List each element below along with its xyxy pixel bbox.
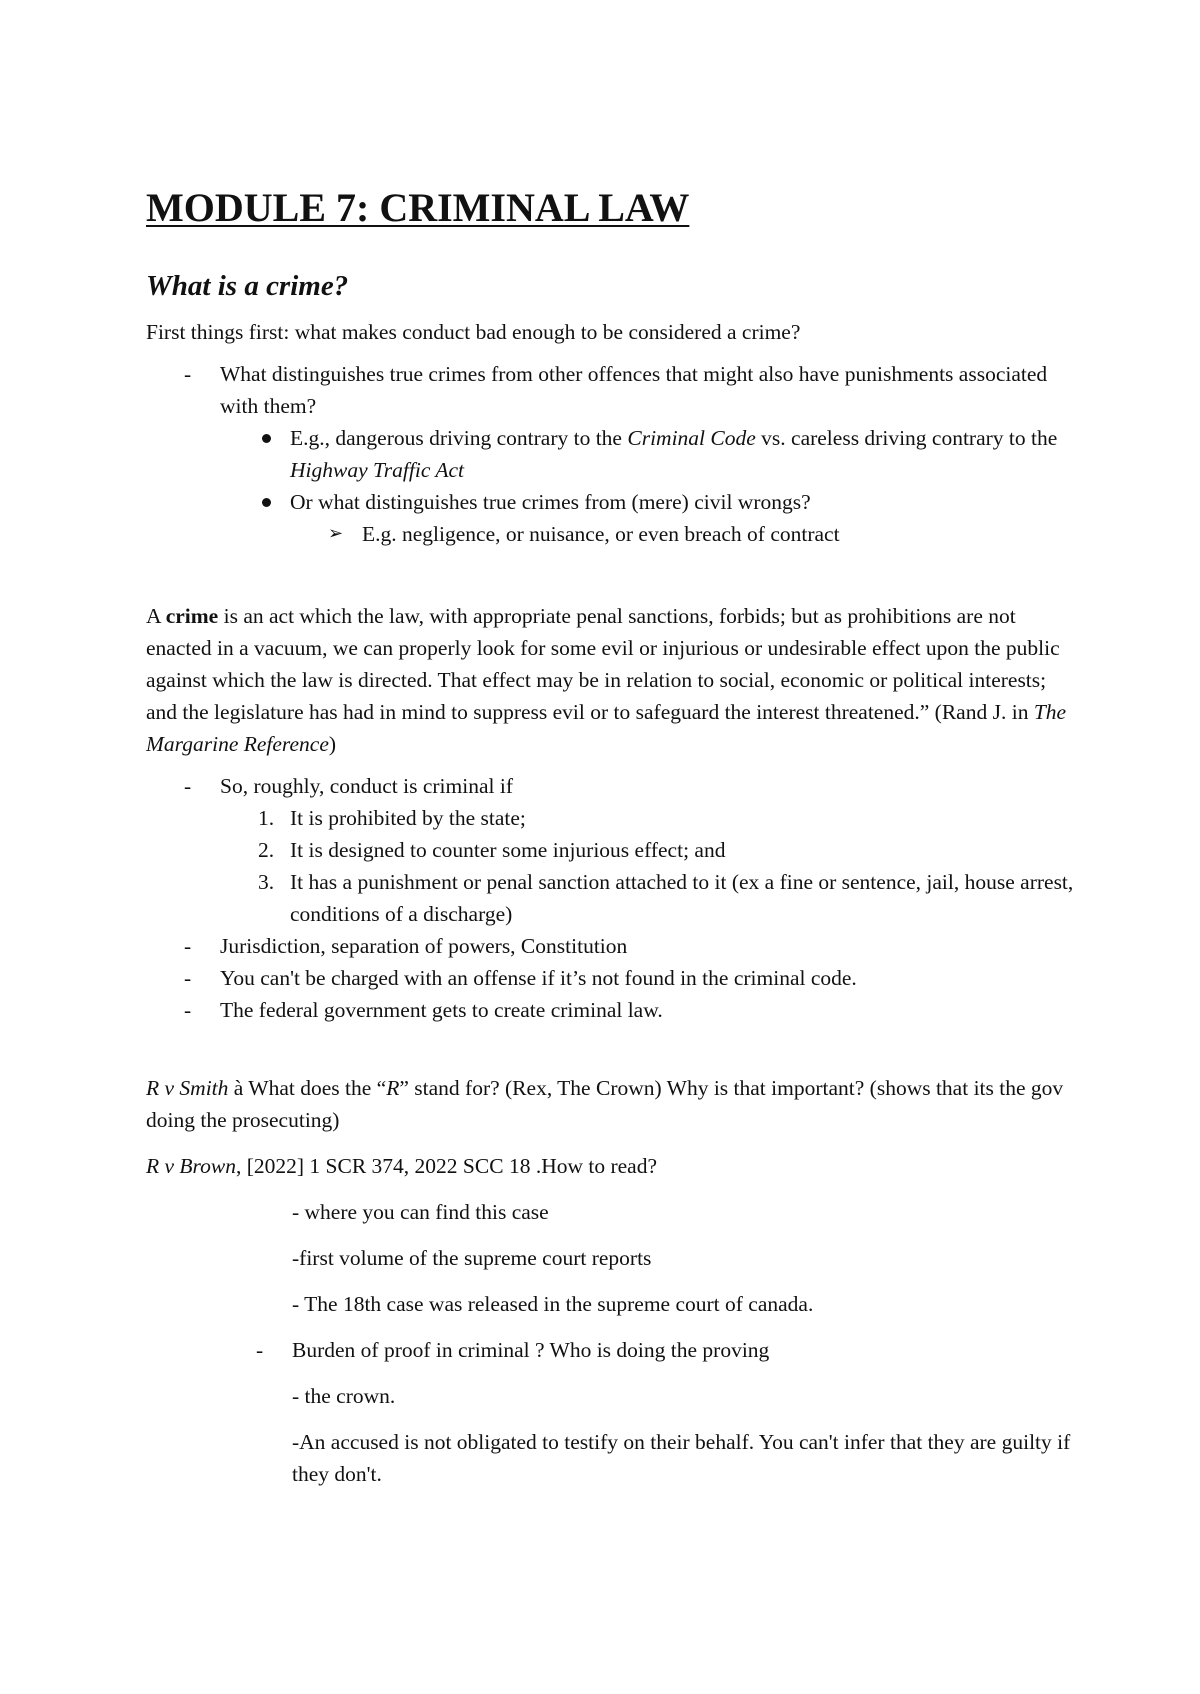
statute-name: Highway Traffic Act bbox=[290, 458, 464, 482]
criminal-conduct-list bbox=[146, 770, 1080, 1026]
note-line: - the crown. bbox=[292, 1384, 396, 1408]
dash-marker: - bbox=[184, 362, 192, 386]
number-marker: 2. bbox=[258, 838, 275, 862]
bullet-icon bbox=[256, 422, 290, 454]
distinction-list bbox=[146, 358, 1080, 550]
list-item-text: It is designed to counter some injurious effect; and bbox=[290, 838, 726, 862]
dash-marker: - bbox=[184, 934, 192, 958]
arrow-bullet-icon: ➢ bbox=[328, 523, 344, 544]
number-marker: 3. bbox=[258, 870, 275, 894]
list-item bbox=[146, 802, 1080, 834]
note-line: - The 18th case was released in the supreme court of canada. bbox=[292, 1292, 814, 1316]
term-crime: crime bbox=[165, 604, 219, 628]
dash-marker: - bbox=[256, 1338, 264, 1362]
list-item-text: So, roughly, conduct is criminal if bbox=[220, 774, 513, 798]
list-item-text: E.g. negligence, or nuisance, or even breach of contract bbox=[362, 522, 840, 546]
list-item bbox=[146, 518, 1080, 550]
list-item-text: You can't be charged with an offense if it’s not found in the criminal code. bbox=[220, 966, 857, 990]
note-line: - where you can find this case bbox=[292, 1200, 549, 1224]
list-item-text: It has a punishment or penal sanction attached to it (ex a fine or sentence, jail, house arrest, conditions of a discharge) bbox=[290, 870, 1074, 926]
statute-name: Criminal Code bbox=[627, 426, 756, 450]
list-item-text: Or what distinguishes true crimes from (mere) civil wrongs? bbox=[290, 490, 811, 514]
list-item bbox=[146, 486, 1080, 518]
bullet-icon bbox=[256, 486, 290, 518]
case-smith-paragraph: R v Smith à What does the “R” stand for? (Rex, The Crown) Why is that important? (shows that its the gov doing the prosecuting) bbox=[146, 1076, 1064, 1132]
case-brown-paragraph: R v Brown, [2022] 1 SCR 374, 2022 SCC 18 .How to read? bbox=[146, 1154, 658, 1178]
case-name: The Margarine Reference bbox=[146, 700, 1067, 756]
list-item bbox=[146, 422, 1080, 486]
definition-paragraph: A crime is an act which the law, with appropriate penal sanctions, forbids; but as prohibitions are not enacted in a vacuum, we can properly look for some evil or injurious or undesirable effect upon the public against which the law is directed. That effect may be in relation to social, economic or political interests; and the legislature has had in mind to suppress evil or to safeguard the interest threatened.” (Rand J. in The Margarine Reference) bbox=[146, 604, 1067, 756]
section-heading: What is a crime? bbox=[146, 270, 349, 302]
document-title: MODULE 7: CRIMINAL LAW bbox=[146, 185, 690, 230]
list-item bbox=[146, 358, 1080, 422]
list-item bbox=[146, 962, 1080, 994]
list-item-text: Jurisdiction, separation of powers, Constitution bbox=[220, 934, 628, 958]
case-name: R v Smith bbox=[146, 1076, 229, 1100]
dash-marker: - bbox=[184, 966, 192, 990]
list-item bbox=[146, 770, 1080, 802]
list-item-text: E.g., dangerous driving contrary to the Criminal Code vs. careless driving contrary to the Highway Traffic Act bbox=[290, 426, 1058, 482]
list-item bbox=[146, 994, 1080, 1026]
list-item-text: Burden of proof in criminal ? Who is doing the proving bbox=[292, 1338, 770, 1362]
dash-marker: - bbox=[184, 998, 192, 1022]
intro-paragraph: First things first: what makes conduct bad enough to be considered a crime? bbox=[146, 320, 801, 344]
list-item-text: It is prohibited by the state; bbox=[290, 806, 526, 830]
case-name: R v Brown bbox=[146, 1154, 236, 1178]
list-item-text: What distinguishes true crimes from other offences that might also have punishments associated with them? bbox=[220, 362, 1048, 418]
list-item bbox=[146, 834, 1080, 866]
list-item bbox=[146, 930, 1080, 962]
list-item bbox=[146, 866, 1080, 930]
note-line: -first volume of the supreme court reports bbox=[292, 1246, 652, 1270]
list-item bbox=[146, 1334, 1080, 1366]
number-marker: 1. bbox=[258, 806, 275, 830]
note-line: -An accused is not obligated to testify on their behalf. You can't infer that they are guilty if they don't. bbox=[292, 1430, 1071, 1486]
dash-marker: - bbox=[184, 774, 192, 798]
list-item-text: The federal government gets to create criminal law. bbox=[220, 998, 663, 1022]
